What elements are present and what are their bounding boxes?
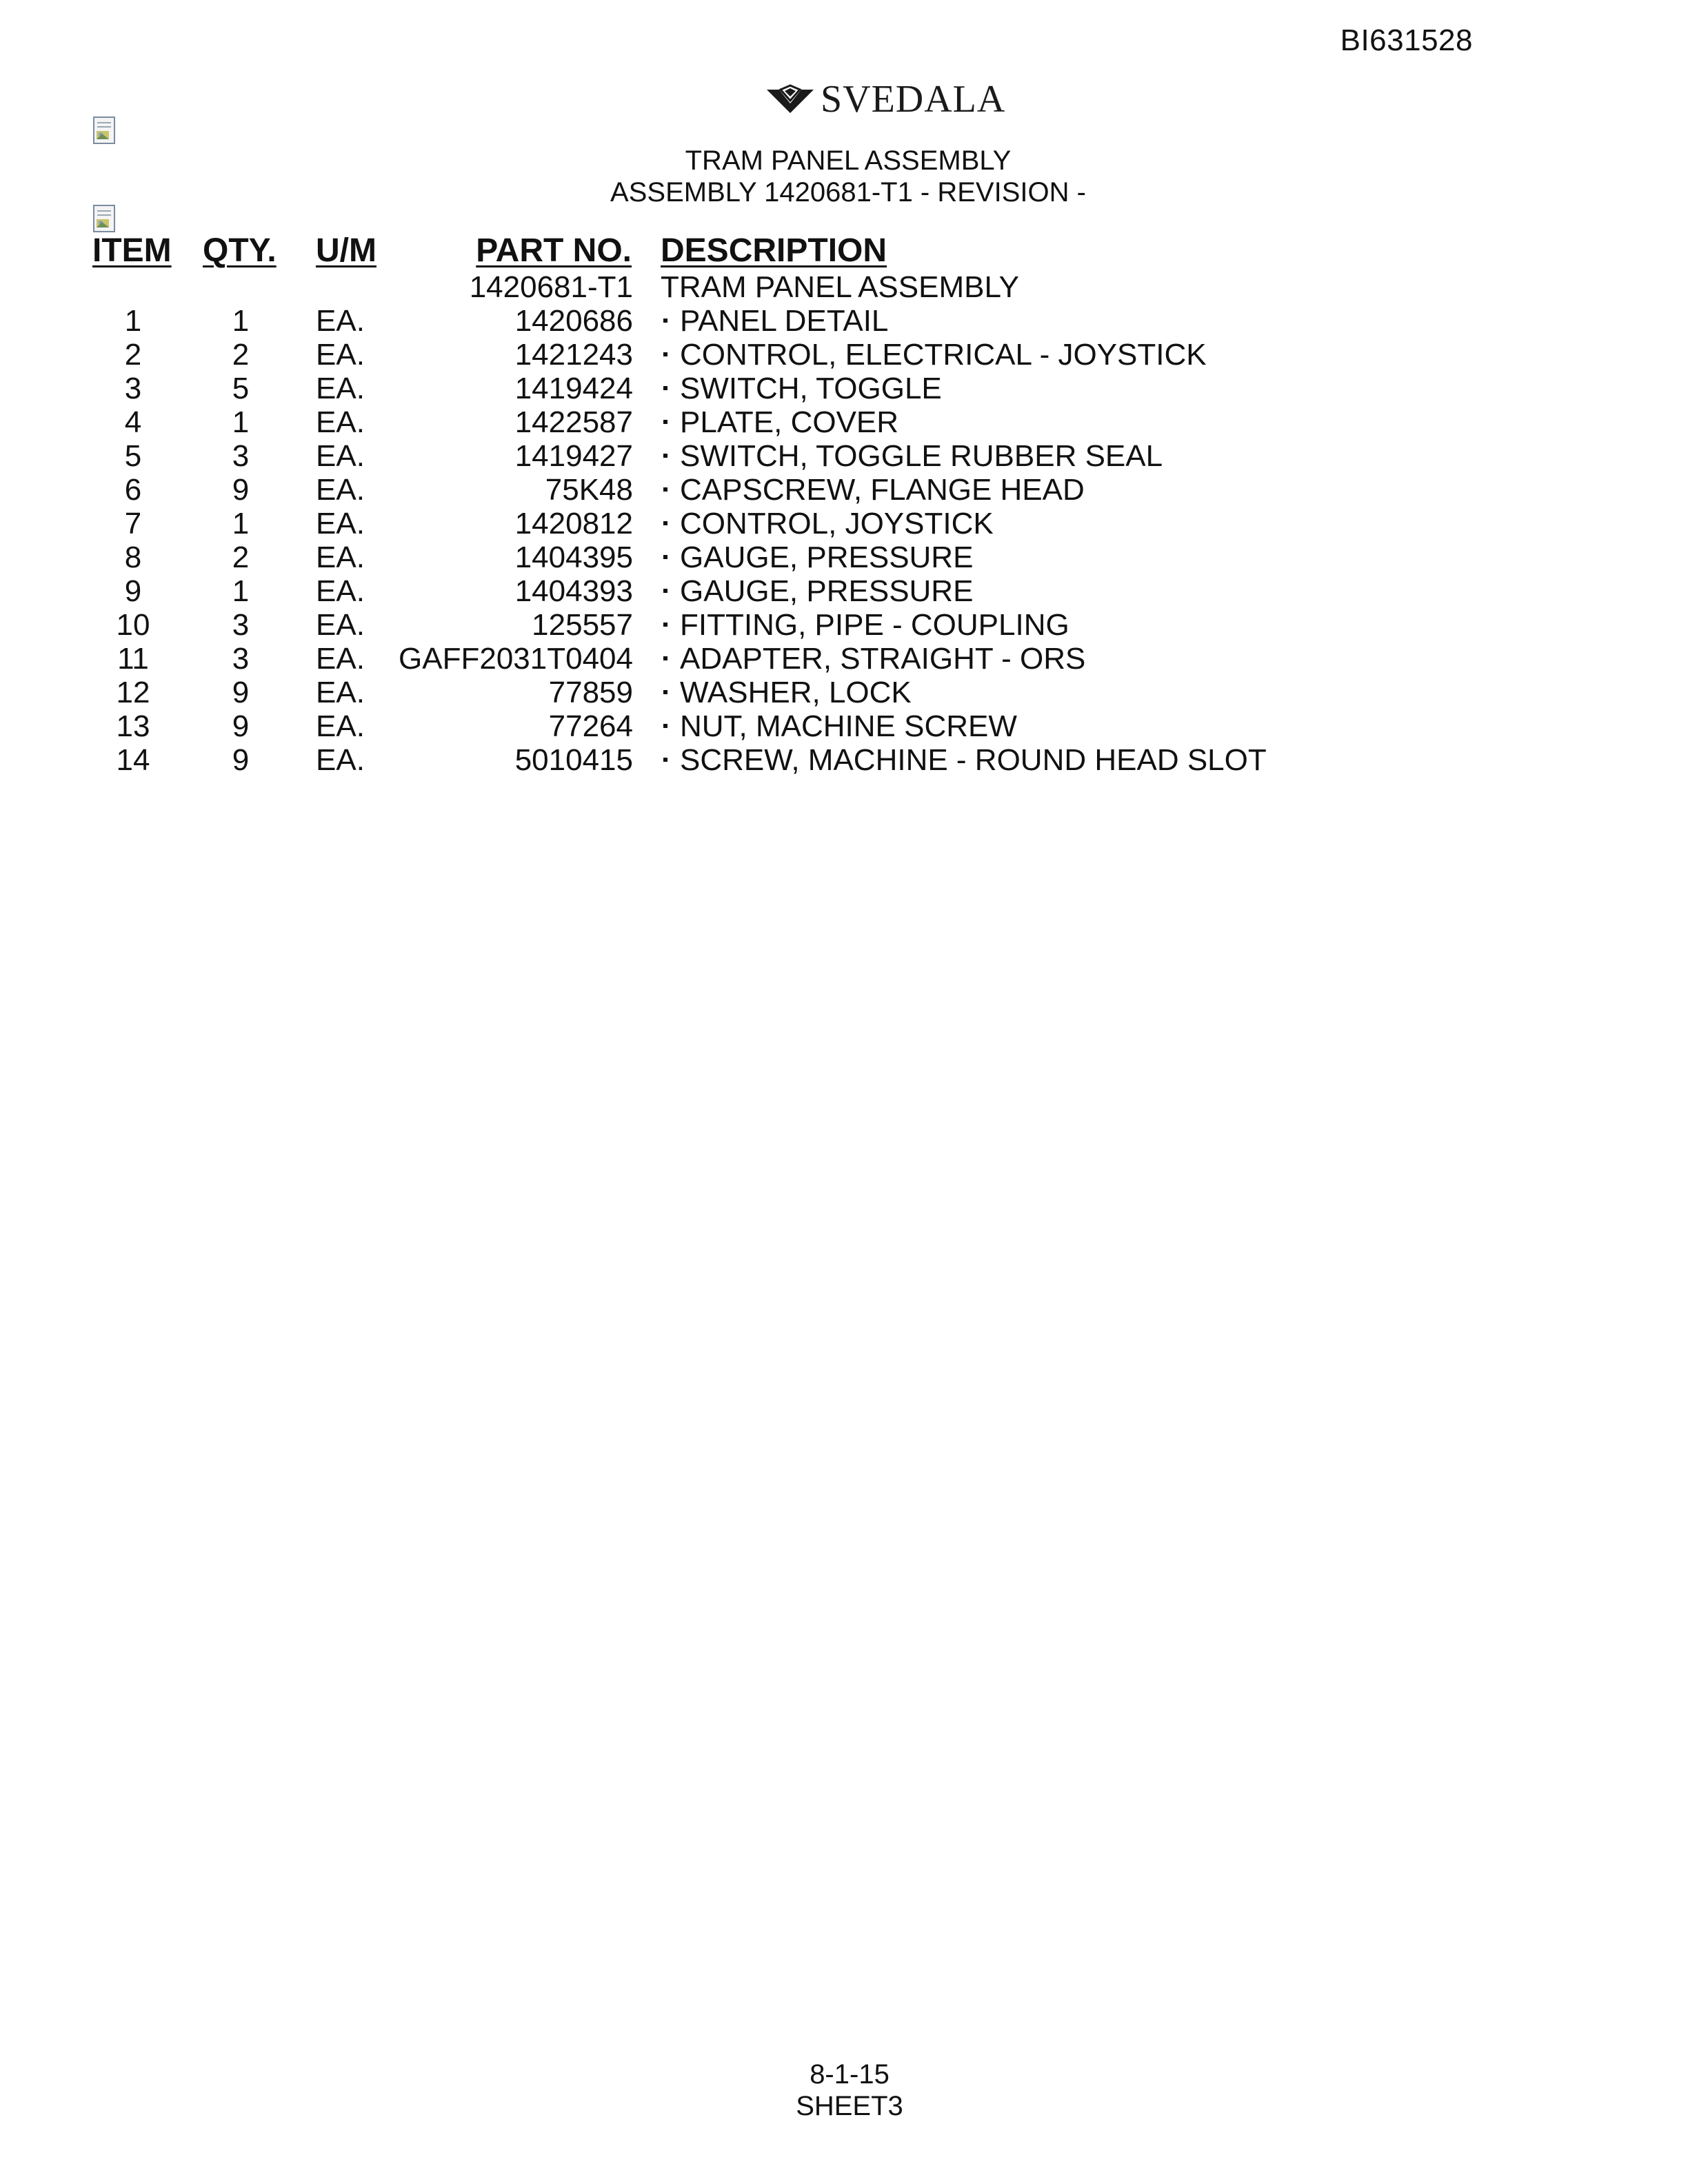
unit-of-measure: EA. — [316, 608, 365, 642]
description-cell — [661, 709, 1017, 743]
item-number: 3 — [124, 372, 142, 405]
description: GAUGE, PRESSURE — [680, 540, 974, 574]
table-row — [0, 574, 1688, 608]
item-number: 11 — [117, 642, 149, 676]
quantity: 3 — [232, 642, 250, 676]
description-cell — [661, 743, 1267, 777]
description-cell — [661, 338, 1207, 372]
description: PLATE, COVER — [680, 405, 899, 439]
item-number: 2 — [124, 338, 142, 372]
table-row — [0, 676, 1688, 709]
table-row — [0, 338, 1688, 372]
table-row — [0, 507, 1688, 540]
unit-of-measure: EA. — [316, 439, 365, 473]
document-image-icon — [91, 116, 119, 146]
table-row — [0, 642, 1688, 676]
description-cell — [661, 405, 898, 439]
description-cell — [661, 608, 1069, 642]
quantity: 3 — [232, 608, 250, 642]
description: CAPSCREW, FLANGE HEAD — [680, 473, 1085, 507]
part-number: 77264 — [548, 709, 633, 743]
quantity: 1 — [232, 574, 250, 608]
part-number: 1421243 — [514, 338, 633, 372]
item-number: 6 — [124, 473, 142, 507]
quantity: 5 — [232, 372, 250, 405]
quantity: 1 — [232, 304, 250, 338]
unit-of-measure: EA. — [316, 405, 365, 439]
table-row — [0, 304, 1688, 338]
table-row — [0, 439, 1688, 473]
part-number: GAFF2031T0404 — [399, 642, 633, 676]
quantity: 1 — [232, 405, 250, 439]
svedala-diamond-logo-icon — [765, 84, 815, 114]
description: TRAM PANEL ASSEMBLY — [661, 270, 1020, 304]
description-cell — [661, 642, 1085, 676]
description-cell — [661, 372, 942, 405]
header-um: U/M — [316, 232, 376, 269]
part-number: 1419427 — [514, 439, 633, 473]
description-cell — [661, 540, 973, 574]
description: SWITCH, TOGGLE RUBBER SEAL — [680, 439, 1163, 473]
description: SCREW, MACHINE - ROUND HEAD SLOT — [680, 743, 1267, 777]
table-row — [0, 405, 1688, 439]
page-reference: 8-1-15 — [810, 2059, 890, 2090]
unit-of-measure: EA. — [316, 676, 365, 709]
bullet-icon — [663, 521, 667, 525]
item-number: 1 — [124, 304, 142, 338]
bullet-icon — [663, 656, 667, 660]
unit-of-measure: EA. — [316, 709, 365, 743]
quantity: 9 — [232, 743, 250, 777]
bullet-icon — [663, 690, 667, 694]
table-row — [0, 608, 1688, 642]
document-id: BI631528 — [1340, 23, 1473, 57]
description: FITTING, PIPE - COUPLING — [680, 608, 1069, 642]
description: GAUGE, PRESSURE — [680, 574, 974, 608]
part-number: 1404395 — [514, 540, 633, 574]
sheet-label: SHEET3 — [796, 2091, 903, 2121]
bullet-icon — [663, 487, 667, 492]
unit-of-measure: EA. — [316, 507, 365, 540]
description: PANEL DETAIL — [680, 304, 889, 338]
description: NUT, MACHINE SCREW — [680, 709, 1017, 743]
description: CONTROL, JOYSTICK — [680, 507, 994, 540]
description-cell — [661, 676, 912, 709]
unit-of-measure: EA. — [316, 304, 365, 338]
part-number: 1419424 — [514, 372, 633, 405]
quantity: 9 — [232, 473, 250, 507]
bullet-icon — [663, 724, 667, 728]
quantity: 2 — [232, 540, 250, 574]
unit-of-measure: EA. — [316, 338, 365, 372]
part-number: 1420681-T1 — [469, 270, 633, 304]
description-cell — [661, 473, 1085, 507]
bullet-icon — [663, 420, 667, 424]
document-image-icon — [91, 204, 119, 234]
quantity: 3 — [232, 439, 250, 473]
part-number: 1420686 — [514, 304, 633, 338]
quantity: 1 — [232, 507, 250, 540]
description-cell — [661, 507, 994, 540]
description-cell — [661, 439, 1163, 473]
svedala-logo — [765, 77, 1005, 121]
part-number: 1404393 — [514, 574, 633, 608]
bullet-icon — [663, 318, 667, 323]
item-number: 7 — [124, 507, 142, 540]
bullet-icon — [663, 386, 667, 390]
header-qty: QTY. — [203, 232, 277, 269]
header-description: DESCRIPTION — [661, 232, 887, 269]
title-line-2: ASSEMBLY 1420681-T1 - REVISION - — [610, 177, 1086, 208]
assembly-title — [0, 145, 1688, 208]
table-row — [0, 743, 1688, 777]
item-number: 5 — [124, 439, 142, 473]
part-number: 1420812 — [514, 507, 633, 540]
unit-of-measure: EA. — [316, 574, 365, 608]
description-cell — [661, 574, 973, 608]
description: WASHER, LOCK — [680, 676, 912, 709]
quantity: 9 — [232, 676, 250, 709]
bullet-icon — [663, 623, 667, 627]
unit-of-measure: EA. — [316, 642, 365, 676]
part-number: 1422587 — [514, 405, 633, 439]
page-footer — [0, 2059, 1688, 2122]
item-number: 13 — [116, 709, 150, 743]
item-number: 8 — [124, 540, 142, 574]
description: SWITCH, TOGGLE — [680, 372, 942, 405]
unit-of-measure: EA. — [316, 540, 365, 574]
assembly-row — [0, 270, 1688, 304]
part-number: 125557 — [532, 608, 633, 642]
description: ADAPTER, STRAIGHT - ORS — [680, 642, 1086, 676]
description: CONTROL, ELECTRICAL - JOYSTICK — [680, 338, 1207, 372]
unit-of-measure: EA. — [316, 743, 365, 777]
unit-of-measure: EA. — [316, 372, 365, 405]
bullet-icon — [663, 555, 667, 559]
item-number: 14 — [116, 743, 150, 777]
item-number: 4 — [124, 405, 142, 439]
table-row — [0, 372, 1688, 405]
item-number: 9 — [124, 574, 142, 608]
part-number: 5010415 — [514, 743, 633, 777]
description-cell — [661, 304, 888, 338]
bullet-icon — [663, 352, 667, 356]
header-item: ITEM — [92, 232, 172, 269]
logo-text: SVEDALA — [821, 78, 1006, 121]
bullet-icon — [663, 454, 667, 458]
item-number: 12 — [116, 676, 150, 709]
table-row — [0, 709, 1688, 743]
bullet-icon — [663, 758, 667, 762]
quantity: 2 — [232, 338, 250, 372]
part-number: 75K48 — [545, 473, 633, 507]
parts-list-table — [0, 232, 1688, 777]
table-row — [0, 540, 1688, 574]
part-number: 77859 — [548, 676, 633, 709]
table-row — [0, 473, 1688, 507]
header-part-no: PART NO. — [476, 232, 632, 269]
quantity: 9 — [232, 709, 250, 743]
unit-of-measure: EA. — [316, 473, 365, 507]
bullet-icon — [663, 589, 667, 593]
table-header-row — [0, 232, 1688, 270]
item-number: 10 — [116, 608, 150, 642]
title-line-1: TRAM PANEL ASSEMBLY — [685, 145, 1012, 176]
